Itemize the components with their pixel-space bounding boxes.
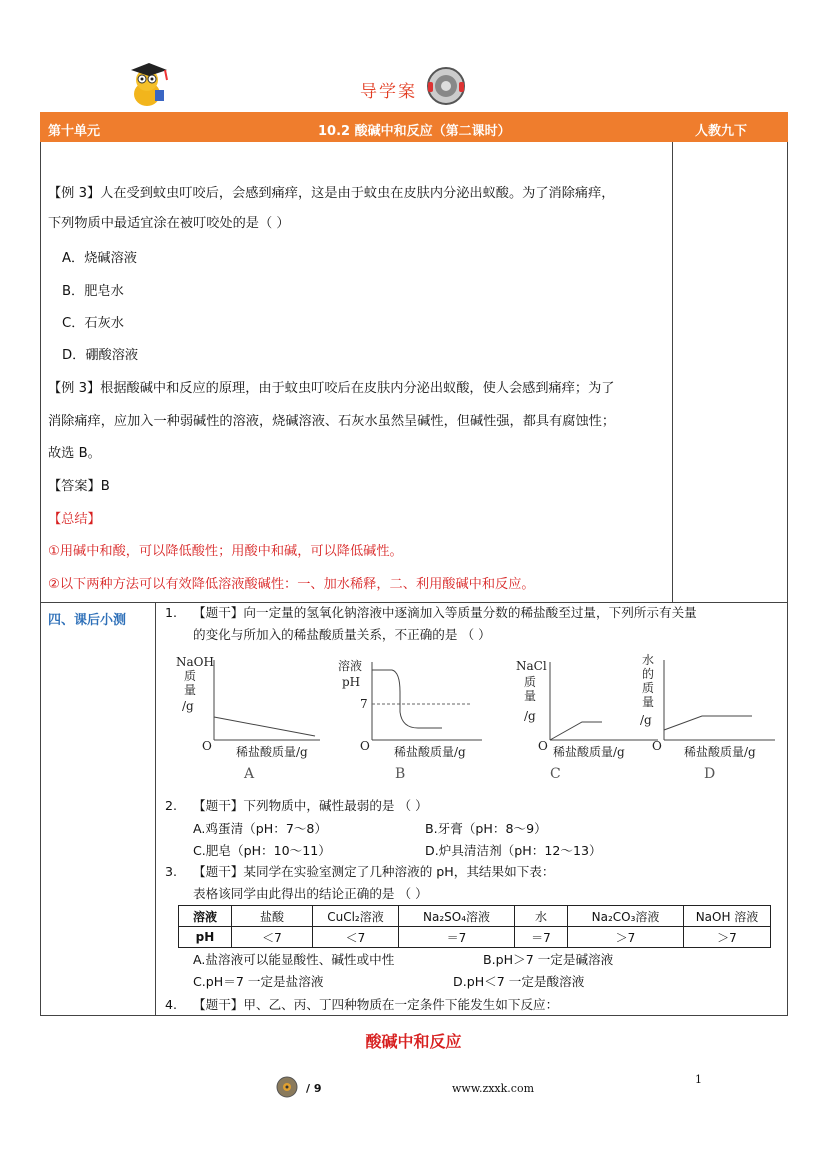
example-analysis-line2: 消除痛痒，应加入一种弱碱性的溶液，烧碱溶液、石灰水虽然呈碱性，但碱性强，都具有腐蚀性； <box>48 414 616 429</box>
edition-label: 人教九下 <box>695 124 748 139</box>
q1-graphs <box>170 652 780 784</box>
q3-stem-line1: 【题干】某同学在实验室测定了几种溶液的 pH，其结果如下表： <box>193 864 555 879</box>
q2-option-b: B.牙膏（pH：8～9） <box>425 821 547 836</box>
graph-d-letter: D <box>704 766 716 782</box>
ph-table-value-row <box>179 927 771 948</box>
graph-c-ylabel-1: NaCl <box>516 659 547 673</box>
graph-d-curve <box>664 716 752 730</box>
ph-table-header: Na₂CO₃溶液 <box>568 906 684 927</box>
q4-stem: 【题干】甲、乙、丙、丁四种物质在一定条件下能发生如下反应： <box>193 997 559 1012</box>
graph-c-curve <box>550 722 602 740</box>
q2-number: 2. <box>165 798 178 813</box>
graph-c-ylabel-4: /g <box>524 709 536 723</box>
q2-stem: 【题干】下列物质中，碱性最弱的是 （ ） <box>193 798 428 813</box>
ph-table-header-row <box>179 906 771 927</box>
graph-c <box>516 659 658 782</box>
ph-table-header: Na₂SO₄溶液 <box>399 906 515 927</box>
ph-table-header: CuCl₂溶液 <box>313 906 399 927</box>
ph-table-header: NaOH 溶液 <box>684 906 771 927</box>
header-title: 导学案 <box>360 82 417 102</box>
graph-a-origin: O <box>202 739 212 753</box>
graph-b-ylabel-1: 溶液 <box>338 659 363 673</box>
graph-d <box>640 652 775 782</box>
ph-table <box>178 905 771 948</box>
ph-table-cell: ＝7 <box>515 927 568 948</box>
summary-point-2: ②以下两种方法可以有效降低溶液酸碱性：一、加水稀释，二、利用酸碱中和反应。 <box>48 577 535 592</box>
q4-number: 4. <box>165 997 178 1012</box>
graph-b-origin: O <box>360 739 370 753</box>
graph-b-curve <box>372 670 442 728</box>
graph-a-ylabel-1: NaOH <box>176 655 214 669</box>
mascot-logo-icon <box>125 60 171 108</box>
frame-divider-lower <box>155 602 156 1016</box>
bottom-title: 酸碱中和反应 <box>365 1032 462 1051</box>
ph-table-cell: ＜7 <box>232 927 313 948</box>
ph-table-header: 溶液 <box>179 906 232 927</box>
footer-page-count: / 9 <box>306 1082 322 1095</box>
graph-a-ylabel-4: /g <box>182 699 194 713</box>
frame-right <box>787 142 788 1016</box>
example-analysis-line3: 故选 B。 <box>48 446 101 461</box>
q1-stem-line2: 的变化与所加入的稀盐酸质量关系，不正确的是 （ ） <box>193 627 491 642</box>
frame-row-divider <box>40 602 788 603</box>
ph-table-cell: ＞7 <box>568 927 684 948</box>
graph-a-letter: A <box>244 766 255 782</box>
example-option-a: A．烧碱溶液 <box>62 251 137 266</box>
example-question-line1: 【例 3】人在受到蚊虫叮咬后，会感到痛痒，这是由于蚊虫在皮肤内分泌出蚁酸。为了消除痛痒， <box>48 186 615 201</box>
graph-d-ylabel-4: 量 <box>642 695 655 709</box>
example-analysis-line1: 【例 3】根据酸碱中和反应的原理，由于蚊虫叮咬后在皮肤内分泌出蚁酸，使人会感到痛痒；为了 <box>48 381 615 396</box>
example-option-b: B．肥皂水 <box>62 284 124 299</box>
graph-c-xlabel: 稀盐酸质量/g <box>553 745 625 759</box>
ph-table-cell: ＞7 <box>684 927 771 948</box>
example-question-line2: 下列物质中最适宜涂在被叮咬处的是（ ） <box>48 216 290 231</box>
q3-option-a: A.盐溶液可以能显酸性、碱性或中性 <box>193 952 395 967</box>
lesson-header-bar <box>40 112 788 142</box>
q1-number: 1. <box>165 605 178 620</box>
frame-left <box>40 142 41 1016</box>
graph-b-tick-7: 7 <box>360 697 368 711</box>
q2-option-d: D.炉具清洁剂（pH：12～13） <box>425 843 602 858</box>
q3-number: 3. <box>165 864 178 879</box>
graph-b-xlabel: 稀盐酸质量/g <box>394 745 466 759</box>
graph-c-origin: O <box>538 739 548 753</box>
q2-option-c: C.肥皂（pH：10～11） <box>193 843 331 858</box>
graph-a <box>176 655 320 782</box>
section-label: 四、课后小测 <box>48 613 127 628</box>
example-answer: 【答案】B <box>48 479 110 494</box>
footer-page-number: 1 <box>695 1073 702 1086</box>
graph-d-ylabel-2: 的 <box>642 667 655 681</box>
graph-d-ylabel-1: 水 <box>642 653 655 667</box>
disc-icon <box>276 1076 298 1098</box>
lesson-label: 10.2 酸碱中和反应（第二课时） <box>318 124 511 139</box>
q2-option-a: A.鸡蛋清（pH：7～8） <box>193 821 328 836</box>
graph-b-letter: B <box>395 766 406 782</box>
graph-a-xlabel: 稀盐酸质量/g <box>236 745 308 759</box>
example-option-d: D．硼酸溶液 <box>62 348 139 363</box>
graph-b-ylabel-2: pH <box>342 675 361 689</box>
graph-d-ylabel-3: 质 <box>642 681 655 695</box>
frame-divider-upper <box>672 142 673 602</box>
graph-b <box>338 658 482 782</box>
example-option-c: C．石灰水 <box>62 316 124 331</box>
summary-title: 【总结】 <box>48 512 101 527</box>
graph-d-ylabel-5: /g <box>640 713 652 727</box>
q3-option-b: B.pH＞7 一定是碱溶液 <box>483 952 614 967</box>
ph-table-cell: ＝7 <box>399 927 515 948</box>
ph-table-header: 盐酸 <box>232 906 313 927</box>
q3-option-d: D.pH＜7 一定是酸溶液 <box>453 974 585 989</box>
graph-c-ylabel-3: 量 <box>524 689 537 703</box>
graph-a-ylabel-2: 质 <box>184 669 197 683</box>
ph-table-cell: ＜7 <box>313 927 399 948</box>
summary-point-1: ①用碱中和酸，可以降低酸性；用酸中和碱，可以降低碱性。 <box>48 544 403 559</box>
unit-label: 第十单元 <box>48 124 101 139</box>
frame-bottom <box>40 1015 788 1016</box>
q3-stem-line2: 表格该同学由此得出的结论正确的是 （ ） <box>193 886 428 901</box>
ph-table-header: 水 <box>515 906 568 927</box>
graph-c-ylabel-2: 质 <box>524 675 537 689</box>
footer-url[interactable]: www.zxxk.com <box>452 1082 535 1095</box>
graph-d-origin: O <box>652 739 662 753</box>
q3-option-c: C.pH＝7 一定是盐溶液 <box>193 974 324 989</box>
graph-a-curve <box>214 717 315 736</box>
q1-stem-line1: 【题干】向一定量的氢氧化钠溶液中逐滴加入等质量分数的稀盐酸至过量，下列所示有关量 <box>193 605 697 620</box>
ph-table-cell: pH <box>179 927 232 948</box>
graph-a-ylabel-3: 量 <box>184 683 197 697</box>
graph-d-xlabel: 稀盐酸质量/g <box>684 745 756 759</box>
school-badge-icon <box>426 66 466 106</box>
graph-c-letter: C <box>550 766 561 782</box>
